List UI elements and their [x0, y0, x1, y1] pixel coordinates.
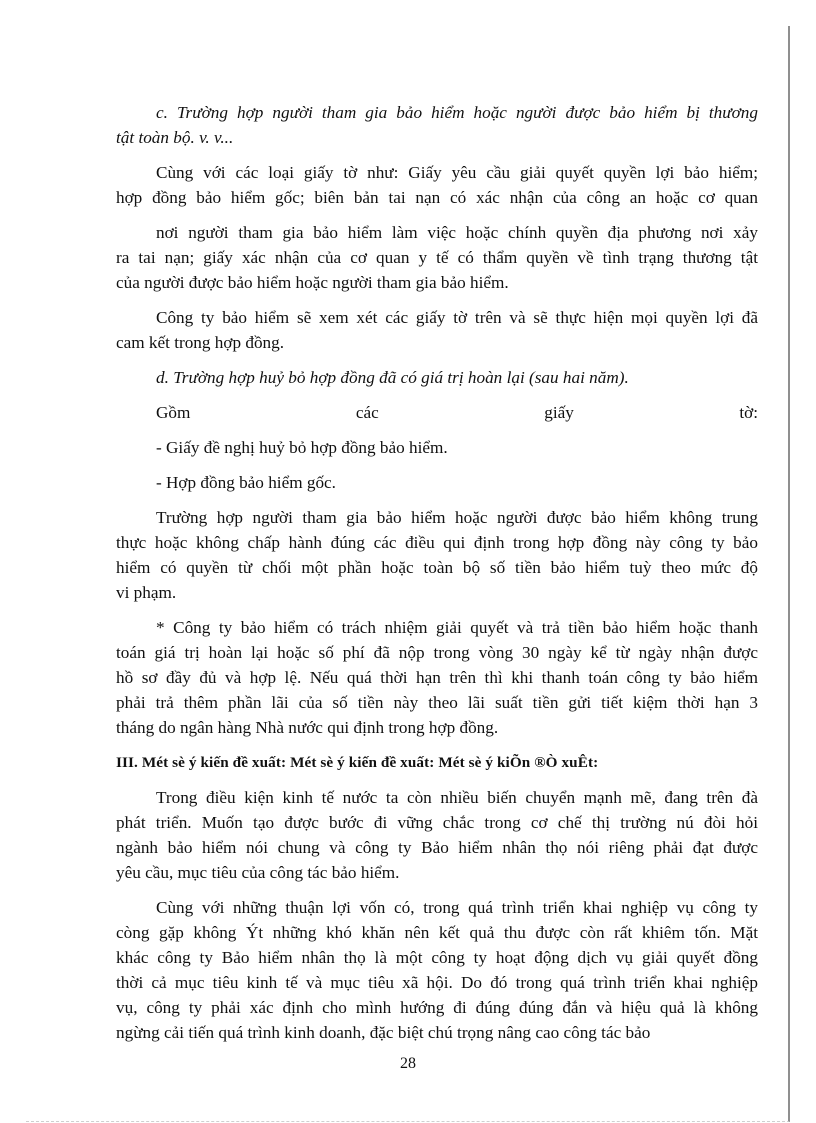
paragraph-line: nơi người tham gia bảo hiểm làm việc hoặc chính quyền địa phương nơi xảy: [156, 223, 758, 242]
paragraph-payment: [116, 615, 758, 740]
paragraph-line: yêu cầu, mục tiêu của công tác bảo hiểm.: [116, 863, 400, 882]
paragraph-gap: [116, 605, 758, 615]
paragraph-gap: [116, 295, 758, 305]
paragraph-line: c. Trường hợp người tham gia bảo hiểm hoặc người được bảo hiểm bị thương: [156, 103, 758, 122]
paragraph-advantages: [116, 895, 758, 1045]
paragraph-line: tật toàn bộ. v. v...: [116, 128, 234, 147]
paragraph-line: ra tai nạn; giấy xác nhận của cơ quan y tế có thẩm quyền về tình trạng thương tật: [116, 248, 758, 267]
paragraph-line: Cùng với các loại giấy tờ như: Giấy yêu cầu giải quyết quyền lợi bảo hiểm;: [156, 163, 758, 182]
paragraph-gap: [116, 150, 758, 160]
paragraph-gap: [116, 460, 758, 470]
paragraph-development: [116, 785, 758, 885]
paragraph-gap: [116, 425, 758, 435]
document-body: [116, 100, 758, 1045]
paragraph-cancel-request: [116, 435, 758, 460]
paragraph-line: phải trả thêm phần lãi của số tiền này theo lãi suất tiền gửi tiết kiệm thời hạn 3: [116, 693, 758, 712]
paragraph-gap: [116, 210, 758, 220]
paragraph-line: hồ sơ đầy đủ và hợp lệ. Nếu quá thời hạn trên thì khi thanh toán công ty bảo hiểm: [116, 668, 758, 687]
paragraph-line: vi phạm.: [116, 583, 177, 602]
paragraph-gap: [116, 740, 758, 750]
paragraph-line: Cùng với những thuận lợi vốn có, trong quá trình triển khai nghiệp vụ công ty: [156, 898, 758, 917]
paragraph-gap: [116, 495, 758, 505]
paragraph-gap: [116, 775, 758, 785]
paragraph-breach: [116, 505, 758, 605]
paragraph-line: thời cả mục tiêu kinh tế và mục tiêu xã hội. Do đó trong quá trình triển khai nghiệp: [116, 973, 758, 992]
paragraph-documents: [116, 160, 758, 210]
section-heading: III. Mét sè ý kiến đề xuất: Mét sè ý kiến đề xuất: Mét sè ý kiÕn ®Ò xuÊt:: [116, 754, 599, 771]
paragraph-line: phát triển. Muốn tạo được bước đi vững chắc trong cơ chế thị trường nú đòi hỏi: [116, 813, 758, 832]
paragraph-line: toán giá trị hoàn lại hoặc số phí đã nộp trong vòng 30 ngày kể từ ngày nhận được: [116, 643, 758, 662]
paragraph-c: [116, 100, 758, 150]
paragraph-review: [116, 305, 758, 355]
page-number: 28: [400, 1055, 416, 1072]
paragraph-line: ngừng cải tiến quá trình kinh doanh, đặc biệt chú trọng nâng cao công tác bảo: [116, 1023, 651, 1042]
paragraph-documents-list-title: [116, 400, 758, 425]
paragraph-confirmation: [116, 220, 758, 295]
paragraph-line: - Giấy đề nghị huỷ bỏ hợp đồng bảo hiểm.: [156, 438, 448, 457]
paragraph-line: - Hợp đồng bảo hiểm gốc.: [156, 473, 336, 492]
paragraph-line: hợp đồng bảo hiểm gốc; biên bản tai nạn có xác nhận của công an hoặc cơ quan: [116, 188, 758, 207]
paragraph-line: Công ty bảo hiểm sẽ xem xét các giấy tờ trên và sẽ thực hiện mọi quyền lợi đã: [156, 308, 758, 327]
paragraph-line: cam kết trong hợp đồng.: [116, 333, 285, 352]
paragraph-line: của người được bảo hiểm hoặc người tham gia bảo hiểm.: [116, 273, 509, 292]
paragraph-line: d. Trường hợp huỷ bỏ hợp đồng đã có giá trị hoàn lại (sau hai năm).: [156, 368, 629, 387]
paragraph-gap: [116, 885, 758, 895]
paragraph-gap: [116, 355, 758, 365]
paragraph-line: Gồm các giấy tờ:: [156, 403, 758, 422]
paragraph-line: vụ, công ty phải xác định cho mình hướng đi đúng đúng đắn và hiệu quả là không: [116, 998, 758, 1017]
paragraph-line: * Công ty bảo hiểm có trách nhiệm giải quyết và trả tiền bảo hiểm hoặc thanh: [156, 618, 758, 637]
paragraph-line: ngành bảo hiểm nói chung và công ty Bảo hiểm nhân thọ nói riêng phải đạt được: [116, 838, 758, 857]
paragraph-line: còng gặp không Ýt những khó khăn nên kết quả thu được còn rất khiêm tốn. Mặt: [116, 923, 758, 942]
paragraph-line: tháng do ngân hàng Nhà nước qui định trong hợp đồng.: [116, 718, 499, 737]
paragraph-d: [116, 365, 758, 390]
paragraph-line: Trường hợp người tham gia bảo hiểm hoặc người được bảo hiểm không trung: [156, 508, 758, 527]
paragraph-line: Trong điều kiện kinh tế nước ta còn nhiều biến chuyển mạnh mẽ, đang trên đà: [156, 788, 758, 807]
paragraph-original-contract: [116, 470, 758, 495]
paragraph-gap: [116, 390, 758, 400]
paragraph-line: khác công ty Bảo hiểm nhân thọ là một công ty hoạt động dịch vụ giải quyết đồng: [116, 948, 758, 967]
paragraph-line: thực hoặc không chấp hành đúng các điều qui định trong hợp đồng này công ty bảo: [116, 533, 758, 552]
paragraph-line: hiểm có quyền từ chối một phần hoặc toàn bộ số tiền bảo hiểm tuỳ theo mức độ: [116, 558, 758, 577]
